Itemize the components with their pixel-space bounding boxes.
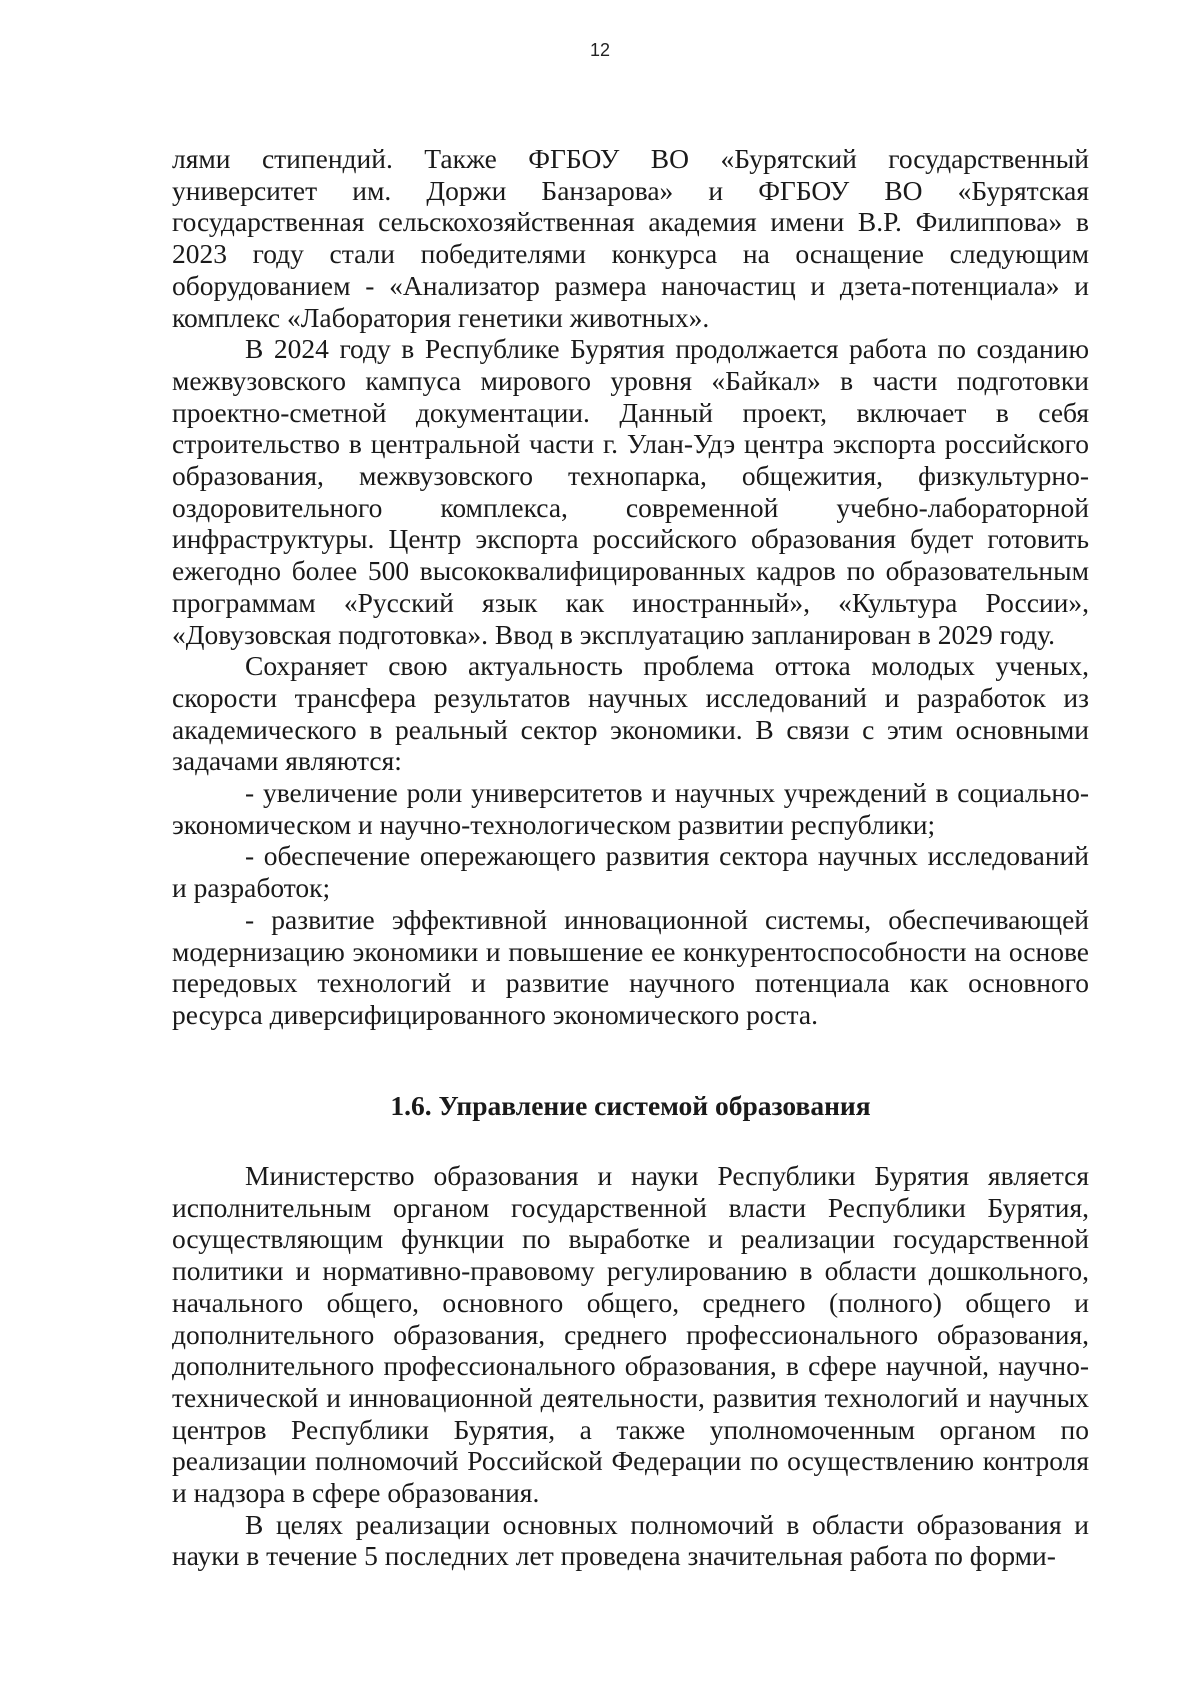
section-heading: 1.6. Управление системой образования (390, 1090, 871, 1121)
list-item-task-2: - обеспечение опережающего развития сектора научных исследований и разработок; (172, 840, 1089, 904)
paragraph-ministry: Министерство образования и науки Республики Бурятия является исполнительным органом государственной власти Республики Бурятия, осуществляющим функции по выработке и реализации государственной политики и нормативно-правовому регулированию в области дошкольного, начального общего, основного общего, среднего (полного) общего и дополнительного образования, среднего профессионального образования, дополнительного профессионального образования, в сфере научной, научно-технической и инновационной деятельности, развития технологий и научных центров Республики Бурятия, а также уполномоченным органом по реализации полномочий Российской Федерации по осуществлению контроля и надзора в сфере образования. (172, 1160, 1089, 1509)
paragraph-goals: В целях реализации основных полномочий в области образования и науки в течение 5 последних лет проведена значительная работа по форми- (172, 1508, 1089, 1572)
text-block-lower (172, 1160, 1089, 1572)
text-block-upper (172, 143, 1089, 1031)
paragraph-continuation: лями стипендий. Также ФГБОУ ВО «Бурятский государственный университет им. Доржи Банзарова» и ФГБОУ ВО «Бурятская государственная сельскохозяйственная академия имени В.Р. Филиппова» в 2023 году стали победителями конкурса на оснащение следующим оборудованием - «Анализатор размера наночастиц и дзета-потенциала» и комплекс «Лаборатория генетики животных». (172, 143, 1089, 333)
paragraph-tasks-intro: Сохраняет свою актуальность проблема оттока молодых ученых, скорости трансфера результатов научных исследований и разработок из академического в реальный сектор экономики. В связи с этим основными задачами являются: (172, 650, 1089, 777)
list-item-task-1: - увеличение роли университетов и научных учреждений в социально-экономическом и научно-технологическом развитии республики; (172, 777, 1089, 840)
paragraph-campus: В 2024 году в Республике Бурятия продолжается работа по созданию межвузовского кампуса мирового уровня «Байкал» в части подготовки проектно-сметной документации. Данный проект, включает в себя строительство в центральной части г. Улан-Удэ центра экспорта российского образования, межвузовского технопарка, общежития, физкультурно-оздоровительного комплекса, современной учебно-лабораторной инфраструктуры. Центр экспорта российского образования будет готовить ежегодно более 500 высококвалифицированных кадров по образовательным программам «Русский язык как иностранный», «Культура России», «Довузовская подготовка». Ввод в эксплуатацию запланирован в 2029 году. (172, 333, 1089, 650)
list-item-task-3: - развитие эффективной инновационной системы, обеспечивающей модернизацию экономики и повышение ее конкурентоспособности на основе передовых технологий и развитие научного потенциала как основного ресурса диверсифицированного экономического роста. (172, 903, 1089, 1030)
page-number: 12 (589, 40, 611, 60)
